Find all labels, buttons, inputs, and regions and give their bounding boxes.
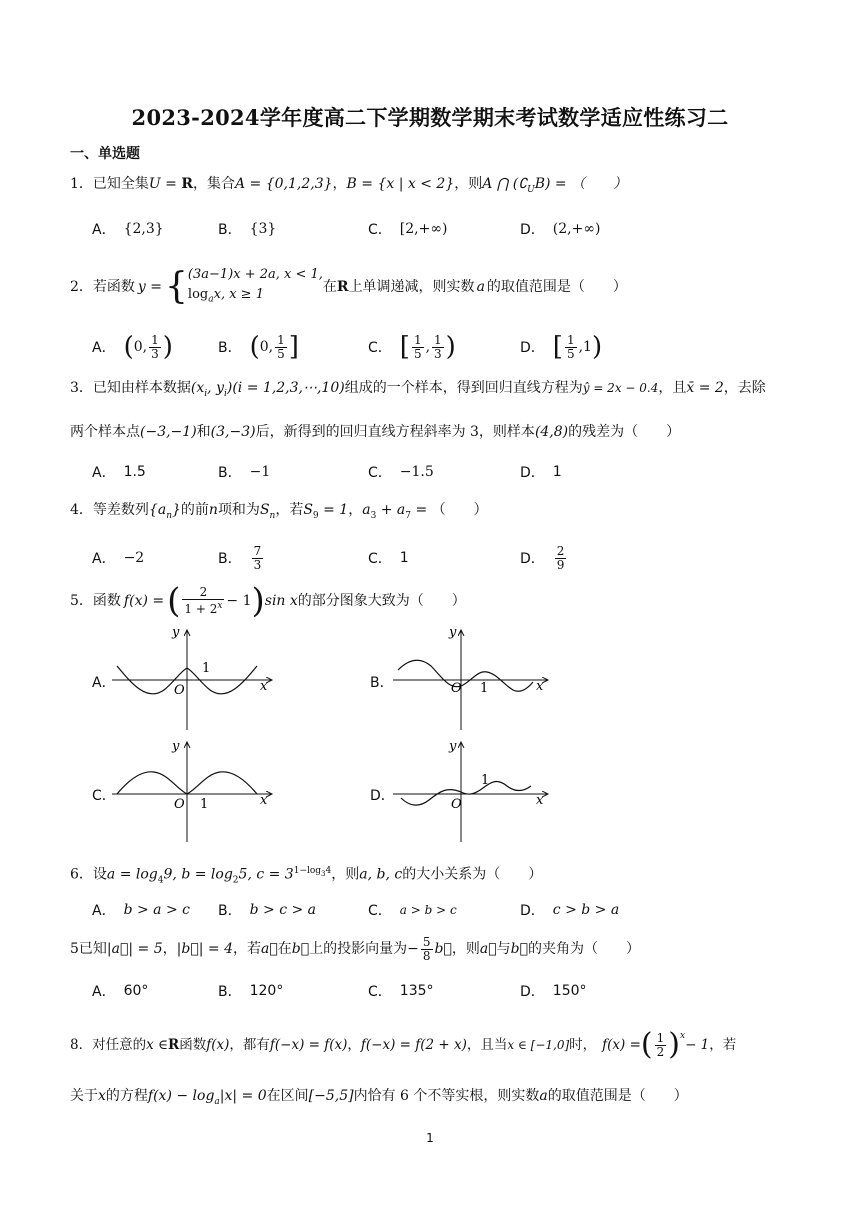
option-label: C． [368,551,392,567]
q8-text-j: 内恰有 6 个不等实根，则实数 [353,1088,540,1104]
q7-text-c: 在 [277,941,292,957]
denominator: 2 [656,1044,665,1059]
q1-expression-end: B) = （ ） [534,176,628,192]
q1-universal-set: U = [148,176,182,192]
q4-text-d: ，若 [275,502,304,518]
q7-option-c[interactable] [368,978,434,1004]
option-text: 0, [259,339,274,355]
q6-text-b: ，则 [331,866,360,883]
q2-a: a [476,279,485,295]
q5-text-b: 的部分图象大致为（ ） [297,593,466,609]
q3-text: 已知由样本数据 [92,380,191,396]
page-number: 1 [426,1131,434,1145]
graph-c[interactable] [112,736,282,844]
q2-option-b[interactable] [218,330,299,364]
q6-option-d[interactable] [520,897,619,923]
q1-option-d[interactable] [520,216,600,242]
q6-expr-a: a = log [106,866,158,883]
tick-label: 1 [481,773,490,788]
q4-sum-sub: 3 [370,510,377,521]
question-number: 2． [70,279,93,295]
option-label: B． [218,465,242,481]
q3-text-g: 后，新得到的回归直线方程斜率为 3，则样本 [255,424,535,440]
q6-expr-b-sub: 2 [232,875,239,886]
q3-options [92,459,792,485]
q6-option-a[interactable] [92,897,190,923]
question-number: 8． [70,1037,93,1053]
q8-text-i: 在区间 [266,1088,309,1104]
option-label: D． [520,903,545,919]
graph-b[interactable] [393,624,563,732]
q8-text-d: ，且当 [466,1037,508,1053]
q4-options [92,541,792,575]
q3-regression-eq: ŷ = 2x − 0.4 [582,381,659,395]
fraction [412,334,424,361]
denominator-exponent: x [217,601,223,611]
bracket-right: ] [288,332,299,362]
q2-case-1: (3a−1)x + 2a, x < 1, [187,266,323,282]
q7-option-b[interactable] [218,978,283,1004]
q6-text-c: 的大小关系为（ ） [402,866,543,883]
q8-eq-3: f(x) = [602,1037,641,1053]
option-label: A． [92,465,116,481]
q8-paren-right: ) [668,1027,680,1062]
question-3-line-1 [70,378,766,404]
denominator: 3 [253,557,262,572]
option-label: C． [368,340,392,356]
numerator: 1 [277,332,285,347]
q5-paren-right: ) [251,581,265,621]
q5-text: 函数 [92,593,121,609]
fraction [252,545,264,572]
q8-eq-4-end: |x| = 0 [219,1088,267,1104]
q2-log-base: a [208,294,214,305]
q1-option-a[interactable] [92,216,164,242]
option-text: , [425,339,431,355]
bracket-left: ( [249,332,260,362]
q1-options [92,216,792,242]
q3-data: (x [190,380,205,396]
q7-text-g: 的夹角为（ ） [528,941,640,957]
question-number: 3． [70,380,93,396]
q3-point-3: (4,8) [534,424,569,440]
option-text: ,1 [578,339,592,355]
graph-a-label[interactable]: A． [92,675,116,691]
question-6 [70,861,542,890]
origin-label: O [451,797,462,812]
q8-x: x [98,1088,106,1104]
denominator: 3 [151,346,159,361]
q7-text-e: ，则 [451,941,480,957]
q6-expr-a-sub: 4 [157,875,164,886]
option-text: a > b > c [399,903,457,917]
q6-option-b[interactable] [218,897,316,923]
q6-options [92,897,792,923]
q4-seq: {a [148,502,167,518]
option-label: A． [92,984,116,1000]
origin-label: O [451,681,462,696]
q1-sep: ， [332,176,347,192]
q6-exponent: 1−log [293,866,322,876]
option-label: B． [218,340,242,356]
q1-expression: A ⋂ (∁ [482,176,528,192]
q8-interval: [−5,5] [308,1088,354,1104]
q3-text-b: 组成的一个样本，得到回归直线方程为 [344,380,583,396]
q8-reals: R [168,1037,180,1053]
section-heading: 一、单选题 [70,146,140,162]
fraction [432,334,444,361]
q7-mag-a: |a⃗| = 5 [106,941,163,957]
q1-option-c[interactable] [368,216,447,242]
q7-text-d: 上的投影向量为 [309,941,408,957]
graph-c-label[interactable]: C． [92,788,116,804]
option-text: [2,+∞) [399,221,448,237]
q1-option-b[interactable] [218,216,276,242]
numerator: 1 [656,1030,665,1045]
option-label: B． [218,222,242,238]
bracket-left: ( [123,332,134,362]
q1-text-b: ，集合 [193,176,235,192]
question-4 [70,500,488,526]
q8-exponent: x [679,1031,686,1041]
q4-text: 等差数列 [92,502,149,518]
graph-d[interactable] [393,736,563,844]
q3-point-1: (−3,−1) [140,424,197,440]
q7-option-d[interactable] [520,978,587,1004]
option-text: {2,3} [123,221,164,237]
origin-label: O [174,683,185,698]
option-text: −2 [123,550,145,566]
option-text: 0, [133,339,148,355]
q1-expression-sub: U [527,184,535,195]
q4-sum-sub: 7 [405,510,412,521]
denominator: 1 + 2 [184,602,218,616]
q4-option-d[interactable] [520,541,568,575]
q4-seq-sub: n [166,510,172,521]
q7-fraction [421,936,433,963]
question-2 [70,265,627,309]
q3-text-c: ，且 [658,380,687,396]
option-text: b > a > c [123,902,190,918]
q2-piecewise [188,265,323,310]
q3-text-e: 两个样本点 [70,424,140,440]
q2-text: 若函数 [92,279,135,295]
bracket-right: ) [591,332,603,362]
denominator: 9 [556,557,565,572]
q8-eq-3-end: − 1 [685,1037,710,1053]
q7-neg: − [407,941,419,957]
q6-text: 设 [92,866,107,883]
question-8-line-1 [70,1026,736,1064]
option-label: C． [368,465,392,481]
option-label: B． [218,551,242,567]
q3-text-d: ，去除 [723,380,766,396]
q7-text-f: 与 [496,941,511,957]
q3-text-h: 的残差为（ ） [568,424,681,440]
fraction [565,334,577,361]
q1-set-a: A = {0,1,2,3} [235,176,333,192]
q8-text-c: ，都有 [229,1037,270,1053]
x-label: x [536,793,544,808]
q8-paren-left: ( [640,1027,653,1062]
option-text: {3} [249,221,277,237]
q7-text-b: ，若 [233,941,261,957]
bracket-right: ) [162,332,173,362]
q8-sep: ， [347,1037,361,1053]
tick-label: 1 [200,797,209,812]
bracket-right: ) [445,332,456,362]
q5-minus: − 1 [226,593,252,609]
q3-option-a[interactable] [92,459,146,485]
numerator: 1 [151,332,159,347]
q4-text-b: 的前 [180,502,209,518]
denominator: 3 [434,346,442,361]
y-label: y [172,739,180,754]
q4-sum: a [362,502,371,518]
q6-expr-c: 5, c = 3 [238,866,294,883]
option-label: C． [368,984,392,1000]
q7-sep: ， [162,941,177,957]
option-label: D． [520,465,545,481]
q5-sin: sin x [264,593,298,609]
q3-data-sub: i [223,388,227,399]
numerator: 1 [413,332,422,347]
q5-fraction [182,586,224,616]
q4-s-sub: n [269,510,276,521]
fraction [555,545,567,572]
q8-text-b: 函数 [179,1037,207,1053]
option-label: A． [92,903,116,919]
page-title: 2023-2024学年度高二下学期数学期末考试数学适应性练习二 [131,105,729,130]
q2-options [92,330,792,364]
option-text: 1 [552,464,562,480]
q4-n: n [208,502,218,518]
q3-data-mid: , y [207,380,224,396]
q8-text-h: 的方程 [105,1088,148,1104]
option-label: C． [368,222,392,238]
q7-option-a[interactable] [92,978,148,1004]
denominator: 8 [422,948,431,963]
q2-option-a[interactable] [92,330,173,364]
q8-a: a [539,1088,548,1104]
question-number: 5 [70,941,79,957]
option-text: −1 [249,464,271,480]
question-number: 1． [70,176,93,192]
question-number: 5． [70,593,93,609]
numerator: 7 [253,543,262,558]
option-text: b > c > a [249,902,317,918]
q3-text-f: 和 [196,424,211,440]
q4-s9-sub: 9 [312,510,319,521]
option-label: D． [520,551,545,567]
option-text: 60° [123,983,149,999]
q2-text-c: 上单调递减，则实数 [348,279,475,295]
denominator: 5 [566,346,575,361]
x-label: x [260,679,268,694]
x-label: x [536,679,544,694]
q6-expr-b: 9, b = log [163,866,233,883]
origin-label: O [174,797,185,812]
q7-vec-b-3: b⃗ [510,941,528,957]
question-number: 6． [70,866,93,883]
q2-text-b: 在 [322,279,337,295]
graph-d-label[interactable]: D． [370,788,395,804]
graph-a[interactable] [112,624,282,732]
q2-log: log [187,286,209,302]
y-label: y [172,625,180,640]
q4-text-c: 项和为 [217,502,260,518]
tick-label: 1 [480,681,489,696]
q4-sum-mid: + a [376,502,406,518]
q8-text-k: 的取值范围是（ ） [547,1088,688,1104]
option-text: 1 [399,550,409,566]
question-number: 4． [70,502,93,518]
q2-reals: R [336,279,349,295]
option-text: 1.5 [123,464,146,480]
q2-option-c[interactable] [368,330,456,364]
option-text: (2,+∞) [552,221,601,237]
q1-reals: R [181,176,193,192]
option-label: B． [218,984,242,1000]
y-label: y [449,739,457,754]
q8-text-g: 关于 [70,1088,98,1104]
bracket-left: [ [399,332,410,362]
q3-data-end: )(i = 1,2,3,⋯,10) [226,380,345,396]
curve [398,660,533,691]
q6-abc: a, b, c [359,866,403,883]
q8-condition: x ∈ [−1,0] [507,1038,570,1052]
q3-option-c[interactable] [368,459,434,485]
q2-case-2: x, x ≥ 1 [213,286,264,302]
q5-fx: f(x) = [123,593,165,609]
q3-data-sub: i [204,388,208,399]
q1-set-b: B = {x | x < 2} [346,176,455,192]
q6-exponent-sub: 3 [321,869,326,878]
q4-option-c[interactable] [368,541,409,575]
q7-vec-a-2: a⃗ [479,941,497,957]
q1-text-c: ，则 [454,176,483,192]
q8-text-f: ，若 [709,1037,737,1053]
q8-eq-1: f(−x) = f(x) [269,1037,348,1053]
numerator: 1 [434,332,442,347]
q1-text: 已知全集 [92,176,149,192]
option-label: C． [368,903,392,919]
q8-fraction [655,1032,667,1059]
q7-options [92,978,792,1004]
q8-fx: f(x) [206,1037,230,1053]
q4-option-a[interactable] [92,541,144,575]
q6-exponent-end: 4 [325,866,332,876]
denominator: 5 [277,346,285,361]
q7-vec-b: b⃗ [291,941,310,957]
option-label: D． [520,222,545,238]
option-label: B． [218,903,242,919]
option-label: A． [92,222,116,238]
question-8-line-2 [70,1086,688,1112]
q4-seq-end: } [171,502,181,518]
q2-text-d: 的取值范围是（ ） [486,279,627,295]
q8-text-e: 时， [569,1037,597,1053]
q7-vec-a: a⃗ [261,941,278,957]
q4-s: S [259,502,270,518]
option-text: 135° [399,983,434,999]
option-text: 150° [552,983,587,999]
q8-eq-2: f(−x) = f(2 + x) [360,1037,467,1053]
q5-paren-left: ( [167,581,181,621]
bracket-left: [ [552,332,563,362]
q6-option-c[interactable] [368,897,457,923]
option-label: A． [92,551,116,567]
q8-eq-4: f(x) − log [147,1088,215,1104]
q8-x-in: x ∈ [146,1037,168,1053]
option-text: 120° [249,983,284,999]
numerator: 1 [566,332,575,347]
q3-option-d[interactable] [520,459,562,485]
q7-mag-b: |b⃗| = 4 [176,941,233,957]
graph-b-label[interactable]: B． [370,675,394,691]
q7-text: 已知 [78,941,107,957]
question-5 [70,582,466,620]
tick-label: 1 [202,661,211,676]
curve [401,782,531,806]
q4-s9-end: = 1 [318,502,349,518]
q4-s9: S [303,502,313,518]
numerator: 5 [422,934,431,949]
q3-point-2: (3,−3) [210,424,256,440]
question-1 [70,174,627,200]
fraction [149,334,161,361]
q3-xbar: x̄ = 2 [686,380,724,396]
denominator: 5 [413,346,422,361]
numerator: 2 [556,543,565,558]
option-label: A． [92,340,116,356]
q2-brace: { [165,266,188,307]
question-3-line-2 [70,422,680,442]
q7-vec-b-2: b⃗ [434,941,452,957]
q4-text-e: ， [348,502,363,518]
question-7 [70,932,640,966]
q8-text: 对任意的 [92,1037,147,1053]
option-label: D． [520,340,545,356]
q2-option-d[interactable] [520,330,602,364]
q4-sum-end: = （ ） [411,502,488,518]
x-label: x [260,793,268,808]
option-text: −1.5 [399,464,434,480]
option-label: D． [520,984,545,1000]
numerator: 2 [182,586,224,600]
q2-y: y = [137,279,163,295]
q4-option-b[interactable] [218,541,265,575]
y-label: y [449,625,457,640]
option-text: c > b > a [552,902,620,918]
fraction [275,334,287,361]
q8-eq-4-sub: a [214,1096,220,1107]
q3-option-b[interactable] [218,459,270,485]
